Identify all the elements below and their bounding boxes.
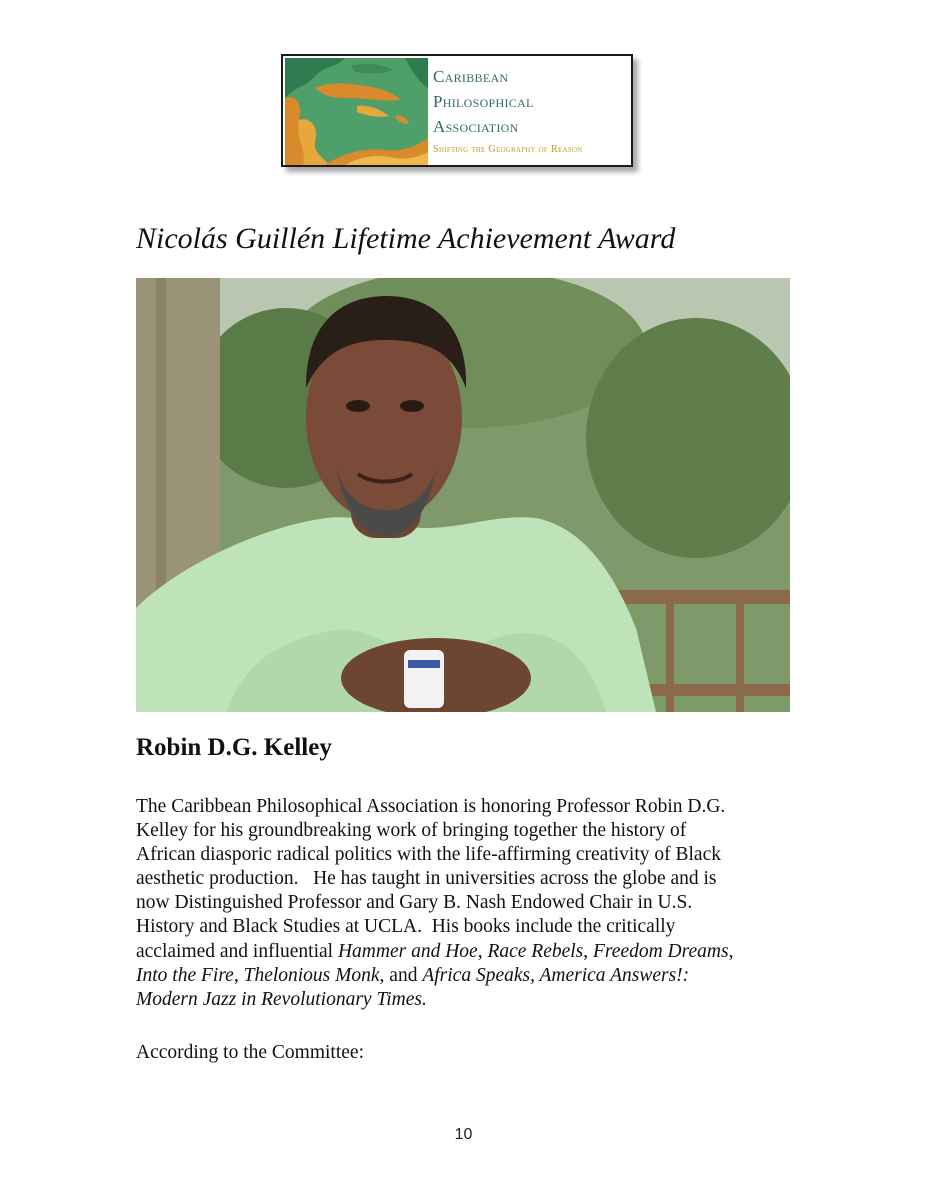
bio-line: aesthetic production. He has taught in universities across the globe and is: [136, 868, 717, 890]
committee-intro: According to the Committee:: [136, 1042, 364, 1063]
book-title: Modern Jazz in Revolutionary Times.: [136, 988, 427, 1010]
logo-text-block: [433, 64, 582, 155]
book-title: Africa Speaks, America Answers!:: [422, 964, 690, 986]
page-number: 10: [454, 1126, 473, 1143]
bio-line: [136, 964, 796, 988]
logo-title-line-1: Caribbean: [433, 67, 509, 86]
logo-tagline: Shifting the Geography of Reason: [433, 144, 583, 155]
award-title: Nicolás Guillén Lifetime Achievement Award: [136, 222, 676, 255]
bio-paragraph: [136, 795, 796, 1012]
bio-line: Kelley for his groundbreaking work of bringing together the history of: [136, 820, 687, 842]
bio-text: ,: [477, 940, 488, 962]
caribbean-map-image: [285, 58, 428, 165]
bio-text: ,: [583, 940, 594, 962]
book-title: Into the Fire: [136, 964, 234, 986]
book-title: Freedom Dreams: [593, 940, 729, 962]
bio-line: African diasporic radical politics with the life-affirming creativity of Black: [136, 844, 721, 866]
bio-line: The Caribbean Philosophical Association is honoring Professor Robin D.G.: [136, 796, 726, 817]
bio-line: now Distinguished Professor and Gary B. Nash Endowed Chair in U.S.: [136, 892, 693, 914]
book-title: Race Rebels: [487, 940, 584, 962]
bio-line: History and Black Studies at UCLA. His books include the critically: [136, 916, 676, 938]
bio-line: [136, 988, 796, 1012]
book-title: Thelonious Monk: [243, 964, 380, 986]
logo-title-line-3: Association: [433, 117, 519, 136]
honoree-photo: [136, 278, 790, 712]
bio-text: acclaimed and influential: [136, 940, 338, 962]
logo-title-line-2: Philosophical: [433, 92, 534, 111]
book-title: Hammer and Hoe: [337, 940, 478, 962]
bio-text: ,: [728, 940, 734, 962]
bio-text: , and: [379, 964, 423, 986]
bio-text: ,: [233, 964, 244, 986]
bio-line: [136, 940, 796, 964]
association-logo: [281, 54, 633, 167]
honoree-name: Robin D.G. Kelley: [136, 734, 332, 761]
